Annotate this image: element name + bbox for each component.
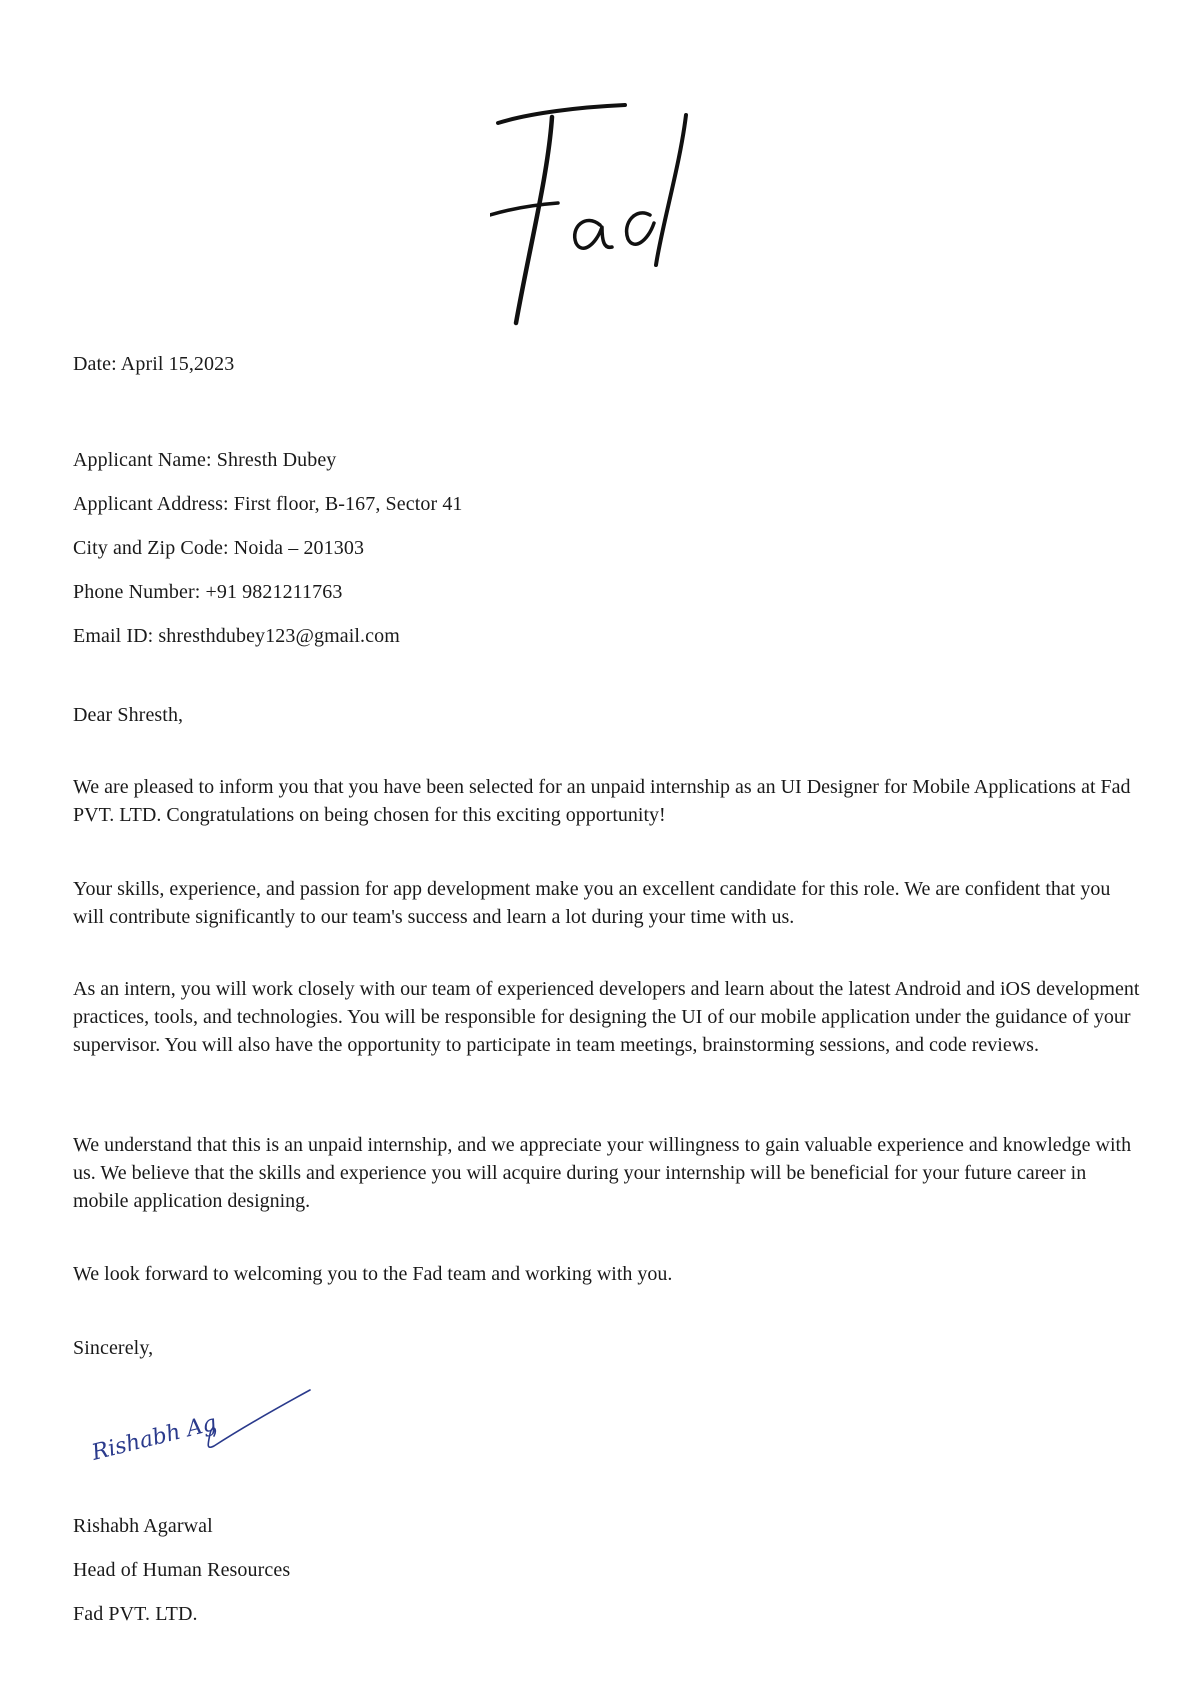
signatory-block	[73, 1504, 1143, 1636]
letter-date	[73, 350, 1143, 378]
signatory-title: Head of Human Resources	[73, 1559, 291, 1581]
applicant-city-zip: City and Zip Code: Noida – 201303	[73, 537, 365, 559]
applicant-address: Applicant Address: First floor, B-167, Sector 41	[73, 493, 463, 515]
salutation	[73, 701, 1143, 729]
paragraph-1: We are pleased to inform you that you have been selected for an unpaid internship as an UI Designer for Mobile Applications at Fad PVT. LTD. Congratulations on being chosen for this exciting opportunity!	[73, 776, 1131, 826]
closing-text: Sincerely,	[73, 1337, 154, 1359]
applicant-name: Applicant Name: Shresth Dubey	[73, 449, 337, 471]
applicant-phone: Phone Number: +91 9821211763	[73, 581, 343, 603]
signatory-name: Rishabh Agarwal	[73, 1515, 213, 1537]
paragraph-2: Your skills, experience, and passion for app development make you an excellent candidate for this role. We are confident that you will contribute significantly to our team's success and learn a lot during your time with us.	[73, 878, 1111, 928]
svg-text:Rishabh Ag: Rishabh Ag	[89, 1410, 220, 1466]
paragraph-4: We understand that this is an unpaid internship, and we appreciate your willingness to gain valuable experience and knowledge with us. We believe that the skills and experience you will acquire during your internship will be beneficial for your future career in mobile application designing.	[73, 1134, 1132, 1212]
signature-image	[88, 1378, 313, 1478]
closing	[73, 1334, 1143, 1362]
date-text: Date: April 15,2023	[73, 353, 235, 375]
applicant-email: Email ID: shresthdubey123@gmail.com	[73, 625, 400, 647]
company-logo	[490, 95, 705, 330]
paragraph-5: We look forward to welcoming you to the Fad team and working with you.	[73, 1263, 673, 1285]
salutation-text: Dear Shresth,	[73, 704, 184, 726]
applicant-details	[73, 438, 1143, 658]
paragraph-3: As an intern, you will work closely with our team of experienced developers and learn about the latest Android and iOS development practices, tools, and technologies. You will be responsible for designing the UI of our mobile application under the guidance of your supervisor. You will also have the opportunity to participate in team meetings, brainstorming sessions, and code reviews.	[73, 978, 1140, 1056]
signatory-company: Fad PVT. LTD.	[73, 1603, 198, 1625]
